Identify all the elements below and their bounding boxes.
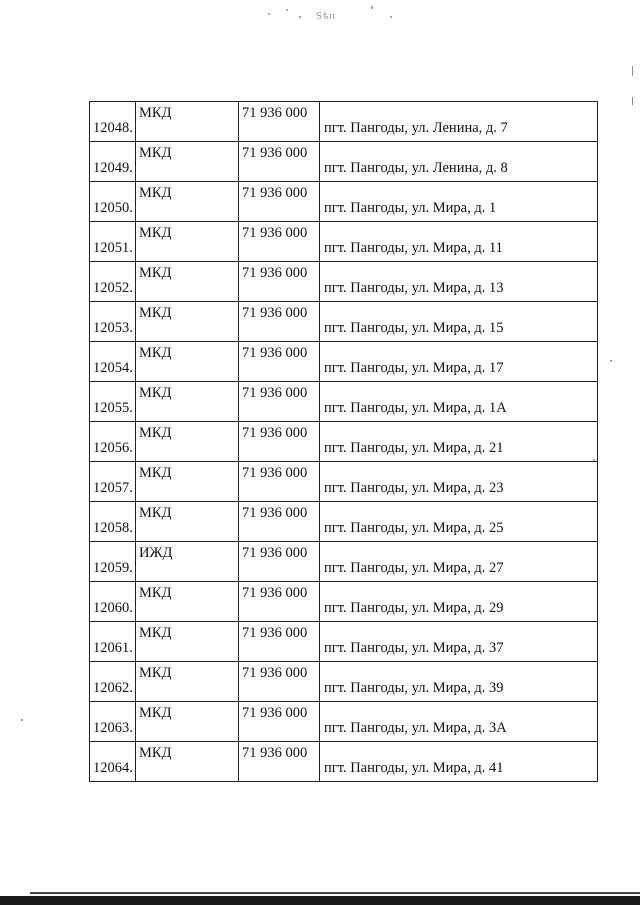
oktmo-code: 71 936 000	[239, 582, 320, 622]
address: пгт. Пангоды, ул. Мира, д. 15	[320, 302, 598, 342]
table-row	[90, 182, 598, 222]
scan-speck	[390, 16, 392, 18]
table-row	[90, 582, 598, 622]
building-type: МКД	[136, 302, 239, 342]
table-row	[90, 222, 598, 262]
row-number: 12051.	[90, 222, 136, 262]
row-number: 12053.	[90, 302, 136, 342]
registry-table	[89, 101, 598, 782]
table-row	[90, 302, 598, 342]
scan-speck	[632, 66, 633, 76]
oktmo-code: 71 936 000	[239, 382, 320, 422]
registry-table-body	[90, 102, 598, 782]
address: пгт. Пангоды, ул. Мира, д. 21	[320, 422, 598, 462]
scan-edge-bar	[0, 896, 640, 905]
building-type: МКД	[136, 662, 239, 702]
building-type: МКД	[136, 502, 239, 542]
address: пгт. Пангоды, ул. Мира, д. 37	[320, 622, 598, 662]
building-type: МКД	[136, 222, 239, 262]
oktmo-code: 71 936 000	[239, 742, 320, 782]
address: пгт. Пангоды, ул. Мира, д. 23	[320, 462, 598, 502]
row-number: 12059.	[90, 542, 136, 582]
building-type: МКД	[136, 262, 239, 302]
building-type: МКД	[136, 182, 239, 222]
scan-speck	[610, 360, 612, 362]
table-row	[90, 102, 598, 142]
table-row	[90, 342, 598, 382]
address: пгт. Пангоды, ул. Мира, д. 25	[320, 502, 598, 542]
page-mark: Ѕѣп	[316, 10, 336, 22]
address: пгт. Пангоды, ул. Мира, д. 13	[320, 262, 598, 302]
oktmo-code: 71 936 000	[239, 142, 320, 182]
table-row	[90, 622, 598, 662]
row-number: 12056.	[90, 422, 136, 462]
oktmo-code: 71 936 000	[239, 342, 320, 382]
oktmo-code: 71 936 000	[239, 222, 320, 262]
row-number: 12049.	[90, 142, 136, 182]
address: пгт. Пангоды, ул. Ленина, д. 8	[320, 142, 598, 182]
address: пгт. Пангоды, ул. Мира, д. 3А	[320, 702, 598, 742]
building-type: МКД	[136, 582, 239, 622]
table-row	[90, 142, 598, 182]
row-number: 12061.	[90, 622, 136, 662]
address: пгт. Пангоды, ул. Мира, д. 17	[320, 342, 598, 382]
table-row	[90, 742, 598, 782]
row-number: 12052.	[90, 262, 136, 302]
scan-edge-line	[30, 892, 640, 894]
oktmo-code: 71 936 000	[239, 462, 320, 502]
building-type: МКД	[136, 342, 239, 382]
building-type: ИЖД	[136, 542, 239, 582]
building-type: МКД	[136, 102, 239, 142]
oktmo-code: 71 936 000	[239, 702, 320, 742]
building-type: МКД	[136, 422, 239, 462]
oktmo-code: 71 936 000	[239, 182, 320, 222]
scan-speck	[21, 719, 23, 721]
building-type: МКД	[136, 742, 239, 782]
address: пгт. Пангоды, ул. Мира, д. 39	[320, 662, 598, 702]
oktmo-code: 71 936 000	[239, 102, 320, 142]
address: пгт. Пангоды, ул. Мира, д. 11	[320, 222, 598, 262]
scan-speck	[286, 9, 288, 11]
table-row	[90, 262, 598, 302]
address: пгт. Пангоды, ул. Мира, д. 41	[320, 742, 598, 782]
oktmo-code: 71 936 000	[239, 542, 320, 582]
address: пгт. Пангоды, ул. Мира, д. 29	[320, 582, 598, 622]
oktmo-code: 71 936 000	[239, 502, 320, 542]
building-type: МКД	[136, 462, 239, 502]
address: пгт. Пангоды, ул. Ленина, д. 7	[320, 102, 598, 142]
row-number: 12057.	[90, 462, 136, 502]
scan-speck	[632, 97, 633, 105]
building-type: МКД	[136, 382, 239, 422]
table-row	[90, 422, 598, 462]
building-type: МКД	[136, 702, 239, 742]
scan-speck	[268, 13, 270, 15]
oktmo-code: 71 936 000	[239, 662, 320, 702]
row-number: 12048.	[90, 102, 136, 142]
oktmo-code: 71 936 000	[239, 302, 320, 342]
oktmo-code: 71 936 000	[239, 262, 320, 302]
oktmo-code: 71 936 000	[239, 622, 320, 662]
row-number: 12064.	[90, 742, 136, 782]
building-type: МКД	[136, 622, 239, 662]
address: пгт. Пангоды, ул. Мира, д. 27	[320, 542, 598, 582]
row-number: 12060.	[90, 582, 136, 622]
address: пгт. Пангоды, ул. Мира, д. 1	[320, 182, 598, 222]
table-row	[90, 382, 598, 422]
row-number: 12063.	[90, 702, 136, 742]
scan-speck	[371, 6, 373, 9]
table-row	[90, 502, 598, 542]
row-number: 12050.	[90, 182, 136, 222]
row-number: 12058.	[90, 502, 136, 542]
row-number: 12055.	[90, 382, 136, 422]
row-number: 12054.	[90, 342, 136, 382]
building-type: МКД	[136, 142, 239, 182]
table-row	[90, 462, 598, 502]
scan-speck	[299, 16, 301, 18]
table-row	[90, 542, 598, 582]
address: пгт. Пангоды, ул. Мира, д. 1А	[320, 382, 598, 422]
table-row	[90, 662, 598, 702]
row-number: 12062.	[90, 662, 136, 702]
table-row	[90, 702, 598, 742]
oktmo-code: 71 936 000	[239, 422, 320, 462]
